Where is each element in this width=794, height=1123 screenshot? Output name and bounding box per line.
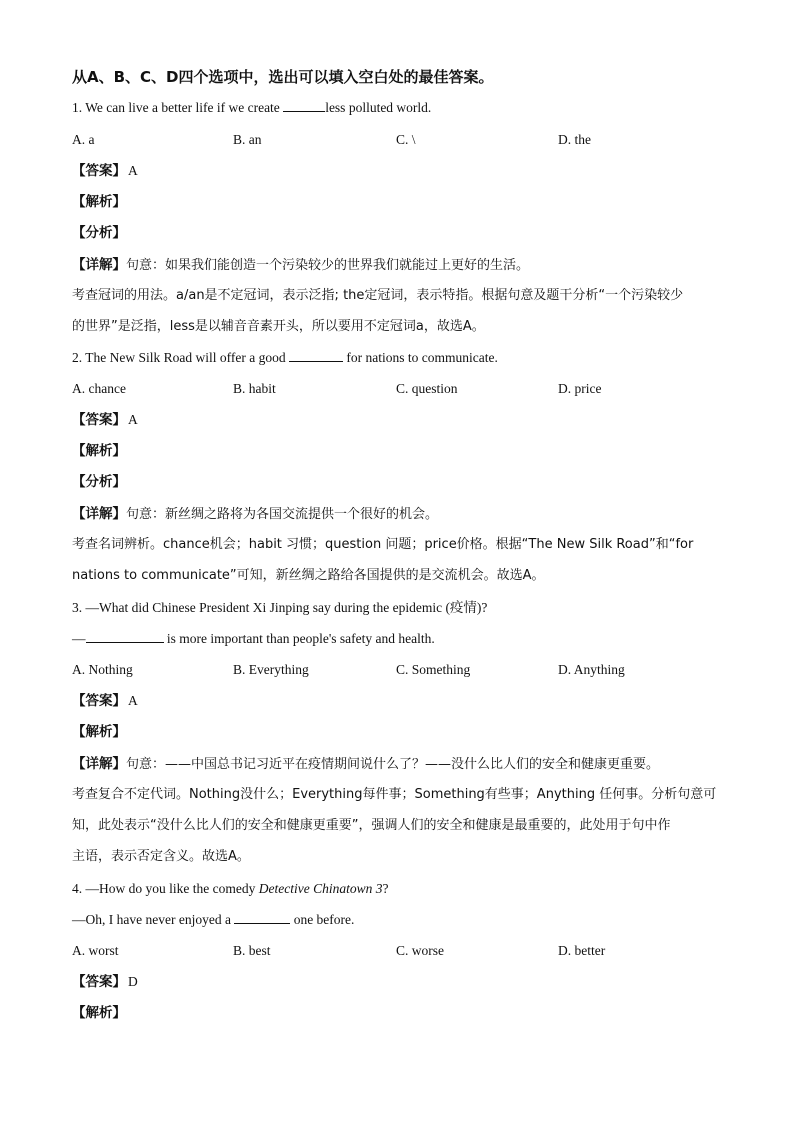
question-1-detail [72, 256, 732, 275]
question-4-stem-line-2 [72, 911, 732, 929]
question-2-stem-end: for nations to communicate. [342, 350, 498, 365]
option-a: A. a [72, 132, 95, 147]
option-d: D. price [558, 381, 602, 396]
question-3-stem-end: is more important than people's safety and health. [163, 631, 435, 646]
answer-label: 【答案】 [72, 974, 126, 990]
option-d: D. better [558, 943, 606, 958]
question-3-analysis [72, 723, 732, 741]
answer-value: A [128, 163, 138, 178]
answer-blank [283, 99, 325, 112]
dash: — [72, 631, 86, 646]
question-1-fenxi [72, 224, 732, 242]
question-3-explanation-line-2: 知，此处表示“没什么比人们的安全和健康更重要”，强调人们的安全和健康是最重要的，此处用于句中作 [72, 818, 671, 833]
fenxi-label: 【分析】 [72, 225, 126, 241]
section-heading: 从A、B、C、D四个选项中，选出可以填入空白处的最佳答案。 [72, 68, 494, 86]
option-b: B. best [233, 943, 271, 958]
detail-text: 句意：——中国总书记习近平在疫情期间说什么了？——没什么比人们的安全和健康更重要。 [126, 757, 660, 772]
movie-title: Detective Chinatown 3 [258, 881, 383, 896]
question-mark: ? [382, 881, 389, 896]
fenxi-label: 【分析】 [72, 474, 126, 490]
option-c: C. \ [396, 132, 416, 147]
option-a: A. chance [72, 381, 126, 396]
question-3-explanation-line-1: 考查复合不定代词。Nothing没什么；Everything每件事；Something有些事；Anything 任何事。分析句意可 [72, 787, 717, 802]
analysis-label: 【解析】 [72, 724, 126, 740]
option-d: D. the [558, 132, 591, 147]
answer-blank [234, 911, 290, 924]
answer-value: A [128, 693, 138, 708]
answer-value: A [128, 412, 138, 427]
question-4-answer [72, 973, 732, 991]
question-1-explanation-line-2: 的世界”是泛指，less是以辅音音素开头，所以要用不定冠词a，故选A。 [72, 319, 485, 334]
detail-text: 句意：如果我们能创造一个污染较少的世界我们就能过上更好的生活。 [126, 258, 530, 273]
option-b: B. habit [233, 381, 276, 396]
option-d: D. Anything [558, 662, 625, 677]
question-4-options [72, 942, 732, 960]
question-4-stem2-end: one before. [290, 912, 355, 927]
question-1-stem-start: 1. We can live a better life if we create [72, 100, 284, 115]
question-1-answer [72, 162, 732, 180]
answer-blank [86, 630, 164, 643]
analysis-label: 【解析】 [72, 443, 126, 459]
detail-label: 【详解】 [72, 506, 126, 522]
option-a: A. worst [72, 943, 119, 958]
question-4-analysis [72, 1004, 732, 1022]
question-2-answer [72, 411, 732, 429]
question-3-detail [72, 755, 732, 774]
question-4-stem-start: 4. —How do you like the comedy [72, 881, 259, 896]
question-2-options [72, 380, 732, 398]
answer-label: 【答案】 [72, 412, 126, 428]
option-b: B. Everything [233, 662, 309, 677]
question-2-stem-start: 2. The New Silk Road will offer a good [72, 350, 289, 365]
question-2-explanation-line-1: 考查名词辨析。chance机会；habit 习惯；question 问题；price价格。根据“The New Silk Road”和“for [72, 537, 694, 552]
answer-value: D [128, 974, 138, 989]
question-3-stem-line-2 [72, 630, 732, 648]
option-c: C. question [396, 381, 458, 396]
question-1-explanation-line-1: 考查冠词的用法。a/an是不定冠词，表示泛指; the定冠词，表示特指。根据句意及题干分析“一个污染较少 [72, 288, 684, 303]
question-2-fenxi [72, 473, 732, 491]
question-1-stem [72, 99, 732, 117]
question-4-stem-line-1 [72, 880, 732, 898]
question-1-options [72, 131, 732, 149]
detail-text: 句意：新丝绸之路将为各国交流提供一个很好的机会。 [126, 507, 439, 522]
analysis-label: 【解析】 [72, 1005, 126, 1021]
question-3-options [72, 661, 732, 679]
option-b: B. an [233, 132, 262, 147]
question-2-stem [72, 349, 732, 367]
question-1-stem-end: less polluted world. [325, 100, 432, 115]
option-c: C. Something [396, 662, 471, 677]
detail-label: 【详解】 [72, 257, 126, 273]
detail-label: 【详解】 [72, 756, 126, 772]
question-2-explanation-line-2: nations to communicate”可知，新丝绸之路给各国提供的是交流机会。故选A。 [72, 568, 545, 583]
question-2-analysis [72, 442, 732, 460]
question-3-answer [72, 692, 732, 710]
question-3-stem-line-1: 3. —What did Chinese President Xi Jinping say during the epidemic (疫情)? [72, 600, 488, 615]
option-c: C. worse [396, 943, 444, 958]
question-3-explanation-line-3: 主语，表示否定含义。故选A。 [72, 849, 250, 864]
question-4-stem2-start: —Oh, I have never enjoyed a [72, 912, 235, 927]
analysis-label: 【解析】 [72, 194, 126, 210]
question-1-analysis [72, 193, 732, 211]
answer-label: 【答案】 [72, 163, 126, 179]
answer-label: 【答案】 [72, 693, 126, 709]
answer-blank [289, 349, 343, 362]
option-a: A. Nothing [72, 662, 133, 677]
question-2-detail [72, 505, 732, 524]
